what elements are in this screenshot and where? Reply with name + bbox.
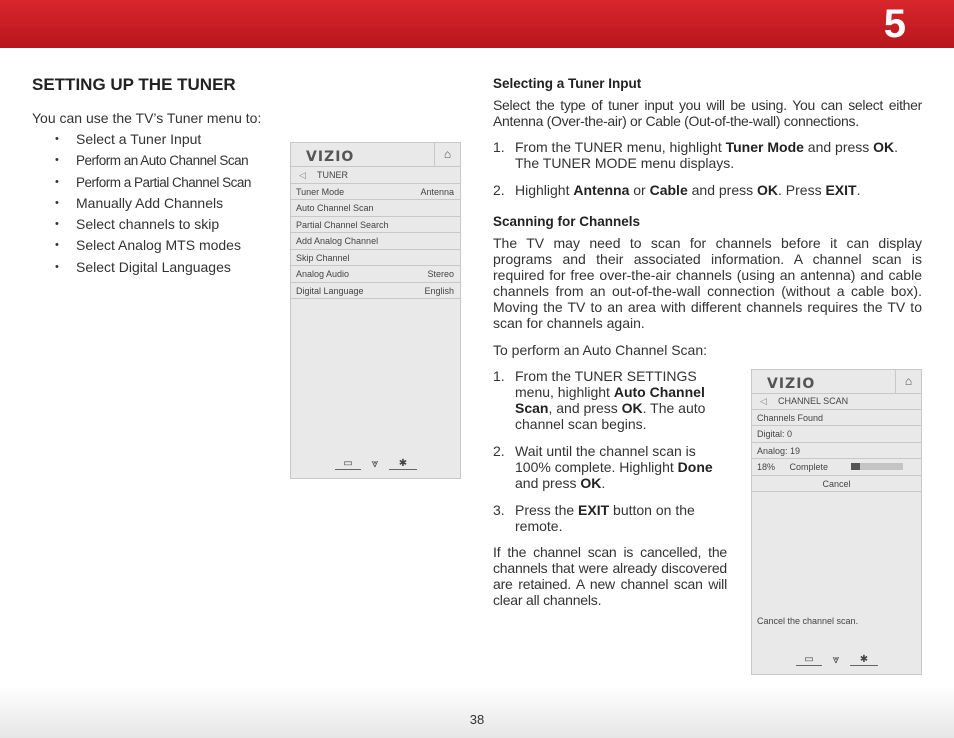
progress-bar <box>851 463 903 470</box>
menu-item-tuner-mode[interactable]: Tuner Mode Antenna <box>291 184 460 201</box>
scan-lead-text: To perform an Auto Channel Scan: <box>493 342 708 358</box>
hint-text: Cancel the channel scan. <box>757 616 859 626</box>
list-item: • Select a Tuner Input <box>55 131 202 147</box>
gear-icon[interactable]: ✱ <box>850 654 878 666</box>
vizio-logo: VIZIO <box>306 149 355 165</box>
digital-count-row: Digital: 0 <box>752 426 921 443</box>
analog-count-row: Analog: 19 <box>752 443 921 460</box>
step-item: 1. From the TUNER menu, highlight Tuner Mode and press OK. The TUNER MODE menu displays. <box>493 139 899 171</box>
subsection-title-scanning: Scanning for Channels <box>493 214 641 229</box>
menu-item-digital-language[interactable]: Digital Language English <box>291 283 460 300</box>
vizio-v-icon[interactable]: ⩔ <box>832 652 840 666</box>
back-arrow-icon[interactable]: ◁ <box>760 396 767 406</box>
feature-list <box>55 131 285 280</box>
menu-item-auto-channel-scan[interactable]: Auto Channel Scan <box>291 200 460 217</box>
progress-percent: 18% <box>757 462 776 472</box>
subsection-title-tuner-input: Selecting a Tuner Input <box>493 76 642 91</box>
back-arrow-icon[interactable]: ◁ <box>299 170 306 180</box>
scan-steps <box>493 368 729 534</box>
menu-item-analog-audio[interactable]: Analog Audio Stereo <box>291 266 460 283</box>
page-number: 38 <box>469 712 485 727</box>
menu-title-row: ◁ TUNER <box>291 167 460 184</box>
menu-nav-bar <box>796 654 881 666</box>
scanning-description: The TV may need to scan for channels before it can display programs and their associated information. A channel scan is required for free over-the-air channels (using an antenna) and cable channels from an out-of-the-wall connection (without a cable box). Moving the TV to an area with different channels requires the TV to scan for channels again. <box>493 235 922 331</box>
chapter-header-bar <box>0 0 954 48</box>
menu-item-add-analog-channel[interactable]: Add Analog Channel <box>291 233 460 250</box>
wide-icon[interactable]: ▭ <box>796 654 822 666</box>
menu-item-skip-channel[interactable]: Skip Channel <box>291 250 460 267</box>
scan-closing-note: If the channel scan is cancelled, the channels that were already discovered are retained. A new channel scan will clear all channels. <box>493 544 727 608</box>
menu-item-partial-channel-search[interactable]: Partial Channel Search <box>291 217 460 234</box>
channel-scan-screen <box>751 369 922 675</box>
list-item: • Select channels to skip <box>55 216 220 233</box>
chapter-number: 5 <box>883 2 906 46</box>
list-item: • Perform a Partial Channel Scan <box>55 174 251 190</box>
step-item: 2. Wait until the channel scan is 100% complete. Highlight Done and press OK. <box>493 443 713 491</box>
wide-icon[interactable]: ▭ <box>335 458 361 470</box>
tuner-menu-screen <box>290 142 461 479</box>
menu-title-row: ◁ CHANNEL SCAN <box>752 393 921 410</box>
menu-header <box>291 143 460 167</box>
home-icon[interactable]: ⌂ <box>895 370 921 393</box>
list-item: • Perform an Auto Channel Scan <box>55 153 249 169</box>
tuner-input-steps <box>493 139 922 198</box>
list-item: • Select Digital Languages <box>55 258 231 275</box>
step-item: 1. From the TUNER SETTINGS menu, highlight Auto Channel Scan, and press OK. The auto channel scan begins. <box>493 368 706 432</box>
scan-progress-row <box>752 459 921 476</box>
intro-text: You can use the TV’s Tuner menu to: <box>32 110 262 126</box>
progress-fill <box>851 463 860 470</box>
home-icon[interactable]: ⌂ <box>434 143 460 166</box>
cancel-button[interactable]: Cancel <box>752 476 921 493</box>
tuner-input-description: Select the type of tuner input you will be using. You can select either Antenna (Over-the-air) or Cable (Out-of-the-wall) connections. <box>493 97 922 129</box>
list-item: • Select Analog MTS modes <box>55 237 241 254</box>
gear-icon[interactable]: ✱ <box>389 458 417 470</box>
vizio-logo: VIZIO <box>767 376 816 392</box>
channels-found-row: Channels Found <box>752 410 921 427</box>
menu-nav-bar <box>335 458 420 470</box>
step-item: 2. Highlight Antenna or Cable and press OK. Press EXIT. <box>493 182 861 198</box>
vizio-v-icon[interactable]: ⩔ <box>371 456 379 470</box>
section-heading: SETTING UP THE TUNER <box>32 75 236 94</box>
step-item: 3. Press the EXIT button on the remote. <box>493 502 695 534</box>
list-item: • Manually Add Channels <box>55 194 224 211</box>
progress-status: Complete <box>789 462 829 472</box>
menu-header <box>752 370 921 394</box>
